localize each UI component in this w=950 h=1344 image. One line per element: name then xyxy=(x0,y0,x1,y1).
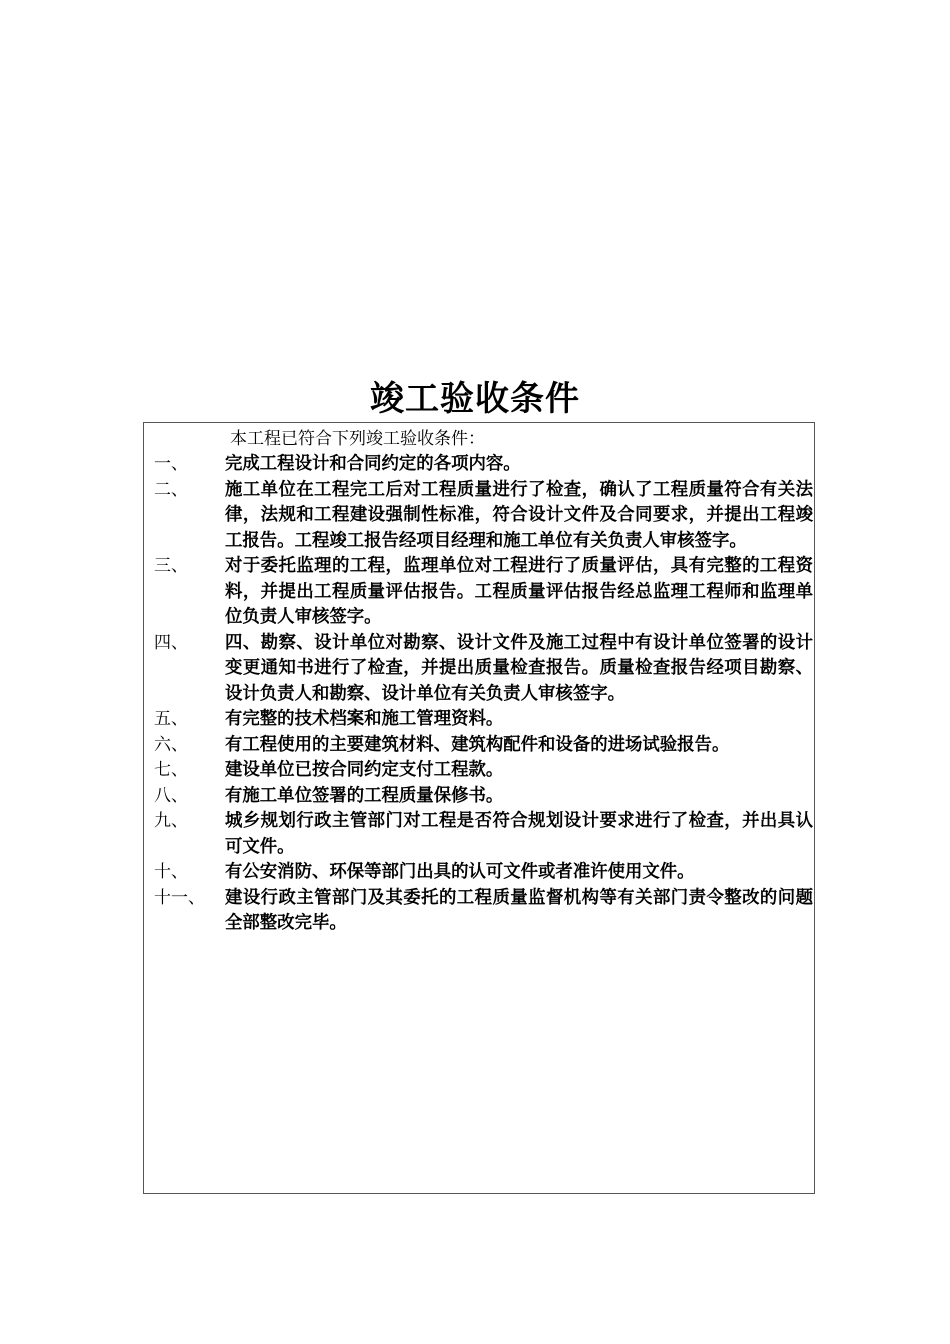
list-item xyxy=(154,554,814,631)
item-text: 对于委托监理的工程，监理单位对工程进行了质量评估，具有完整的工程资料，并提出工程质量评估报告。工程质量评估报告经总监理工程师和监理单位负责人审核签字。 xyxy=(225,556,813,627)
list-item xyxy=(154,478,814,555)
item-number: 八、 xyxy=(154,785,188,806)
conditions-box xyxy=(143,422,815,1194)
list-item xyxy=(154,886,814,937)
item-text: 有工程使用的主要建筑材料、建筑构配件和设备的进场试验报告。 xyxy=(225,734,730,755)
item-number: 七、 xyxy=(154,760,188,780)
item-number: 九、 xyxy=(154,811,188,831)
list-item xyxy=(154,860,814,886)
item-text: 有施工单位签署的工程质量保修书。 xyxy=(225,785,504,806)
item-number: 四、 xyxy=(154,632,188,653)
item-number: 三、 xyxy=(154,556,188,576)
item-number: 六、 xyxy=(154,734,188,755)
item-text: 建设单位已按合同约定支付工程款。 xyxy=(225,760,504,780)
item-text: 施工单位在工程完工后对工程质量进行了检查，确认了工程质量符合有关法律，法规和工程建设强制性标准，符合设计文件及合同要求，并提出工程竣工报告。工程竣工报告经项目经理和施工单位有关负责人审核签字。 xyxy=(225,479,813,551)
list-item xyxy=(154,809,814,860)
item-text: 四、勘察、设计单位对勘察、设计文件及施工过程中有设计单位签署的设计变更通知书进行了检查，并提出质量检查报告。质量检查报告经项目勘察、设计负责人和勘察、设计单位有关负责人审核签字。 xyxy=(225,632,813,704)
item-number: 二、 xyxy=(154,479,188,500)
item-text: 有完整的技术档案和施工管理资料。 xyxy=(225,709,504,729)
list-item xyxy=(154,784,814,810)
item-number: 十、 xyxy=(154,862,188,882)
list-item xyxy=(154,733,814,759)
list-item xyxy=(154,707,814,733)
list-item xyxy=(154,758,814,784)
item-number: 十一、 xyxy=(154,887,205,908)
list-item xyxy=(154,452,814,478)
document-title: 竣工验收条件 xyxy=(370,379,580,419)
item-number: 五、 xyxy=(154,709,188,729)
item-number: 一、 xyxy=(154,454,188,474)
conditions-list xyxy=(154,452,814,937)
item-text: 有公安消防、环保等部门出具的认可文件或者准许使用文件。 xyxy=(225,862,695,882)
item-text: 完成工程设计和合同约定的各项内容。 xyxy=(225,454,521,474)
item-text: 建设行政主管部门及其委托的工程质量监督机构等有关部门责令整改的问题全部整改完毕。 xyxy=(225,887,813,933)
list-item xyxy=(154,631,814,708)
item-text: 城乡规划行政主管部门对工程是否符合规划设计要求进行了检查，并出具认可文件。 xyxy=(225,811,813,857)
intro-text: 本工程已符合下列竣工验收条件： xyxy=(230,429,485,449)
